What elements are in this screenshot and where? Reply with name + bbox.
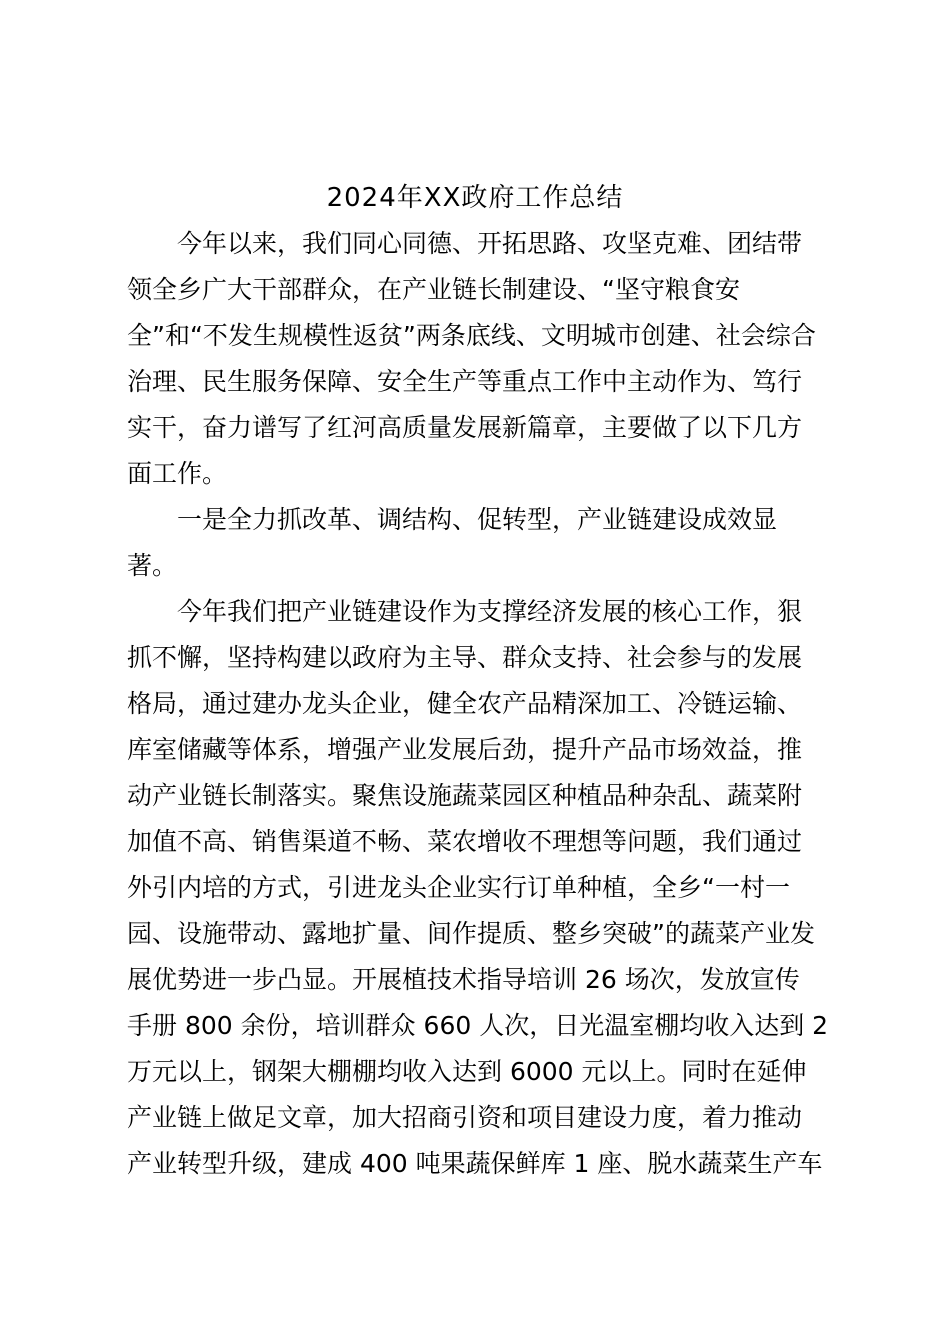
section-heading-line: 著。 bbox=[127, 551, 178, 580]
paragraph-line: 实干，奋力谱写了红河高质量发展新篇章，主要做了以下几方 bbox=[127, 413, 803, 442]
paragraph-line: 产业链上做足文章，加大招商引资和项目建设力度，着力推动 bbox=[127, 1103, 803, 1132]
paragraph-line: 格局，通过建办龙头企业，健全农产品精深加工、冷链运输、 bbox=[127, 689, 803, 718]
paragraph-line: 库室储藏等体系，增强产业发展后劲，提升产品市场效益，推 bbox=[127, 735, 803, 764]
paragraph-line: 产业转型升级，建成 400 吨果蔬保鲜库 1 座、脱水蔬菜生产车 bbox=[127, 1149, 823, 1178]
document-title: 2024年XX政府工作总结 bbox=[326, 183, 624, 213]
paragraph-line: 加值不高、销售渠道不畅、菜农增收不理想等问题，我们通过 bbox=[127, 827, 803, 856]
paragraph-line: 面工作。 bbox=[127, 459, 228, 488]
paragraph-line: 领全乡广大干部群众，在产业链长制建设、“坚守粮食安 bbox=[127, 275, 740, 304]
paragraph-line: 治理、民生服务保障、安全生产等重点工作中主动作为、笃行 bbox=[127, 367, 803, 396]
section-heading-line: 一是全力抓改革、调结构、促转型，产业链建设成效显 bbox=[177, 505, 778, 534]
paragraph-line: 抓不懈，坚持构建以政府为主导、群众支持、社会参与的发展 bbox=[127, 643, 803, 672]
paragraph-line: 动产业链长制落实。聚焦设施蔬菜园区种植品种杂乱、蔬菜附 bbox=[127, 781, 803, 810]
paragraph-line: 今年以来，我们同心同德、开拓思路、攻坚克难、团结带 bbox=[177, 229, 803, 258]
paragraph-line: 展优势进一步凸显。开展植技术指导培训 26 场次，发放宣传 bbox=[127, 965, 800, 994]
paragraph-line: 全”和“不发生规模性返贫”两条底线、文明城市创建、社会综合 bbox=[127, 321, 816, 350]
paragraph-line: 园、设施带动、露地扩量、间作提质、整乡突破”的蔬菜产业发 bbox=[127, 919, 815, 948]
paragraph-line: 手册 800 余份，培训群众 660 人次，日光温室棚均收入达到 2 bbox=[127, 1011, 829, 1040]
paragraph-line: 今年我们把产业链建设作为支撑经济发展的核心工作，狠 bbox=[177, 597, 803, 626]
paragraph-line: 万元以上，钢架大棚棚均收入达到 6000 元以上。同时在延伸 bbox=[127, 1057, 807, 1086]
paragraph-line: 外引内培的方式，引进龙头企业实行订单种植，全乡“一村一 bbox=[127, 873, 790, 902]
